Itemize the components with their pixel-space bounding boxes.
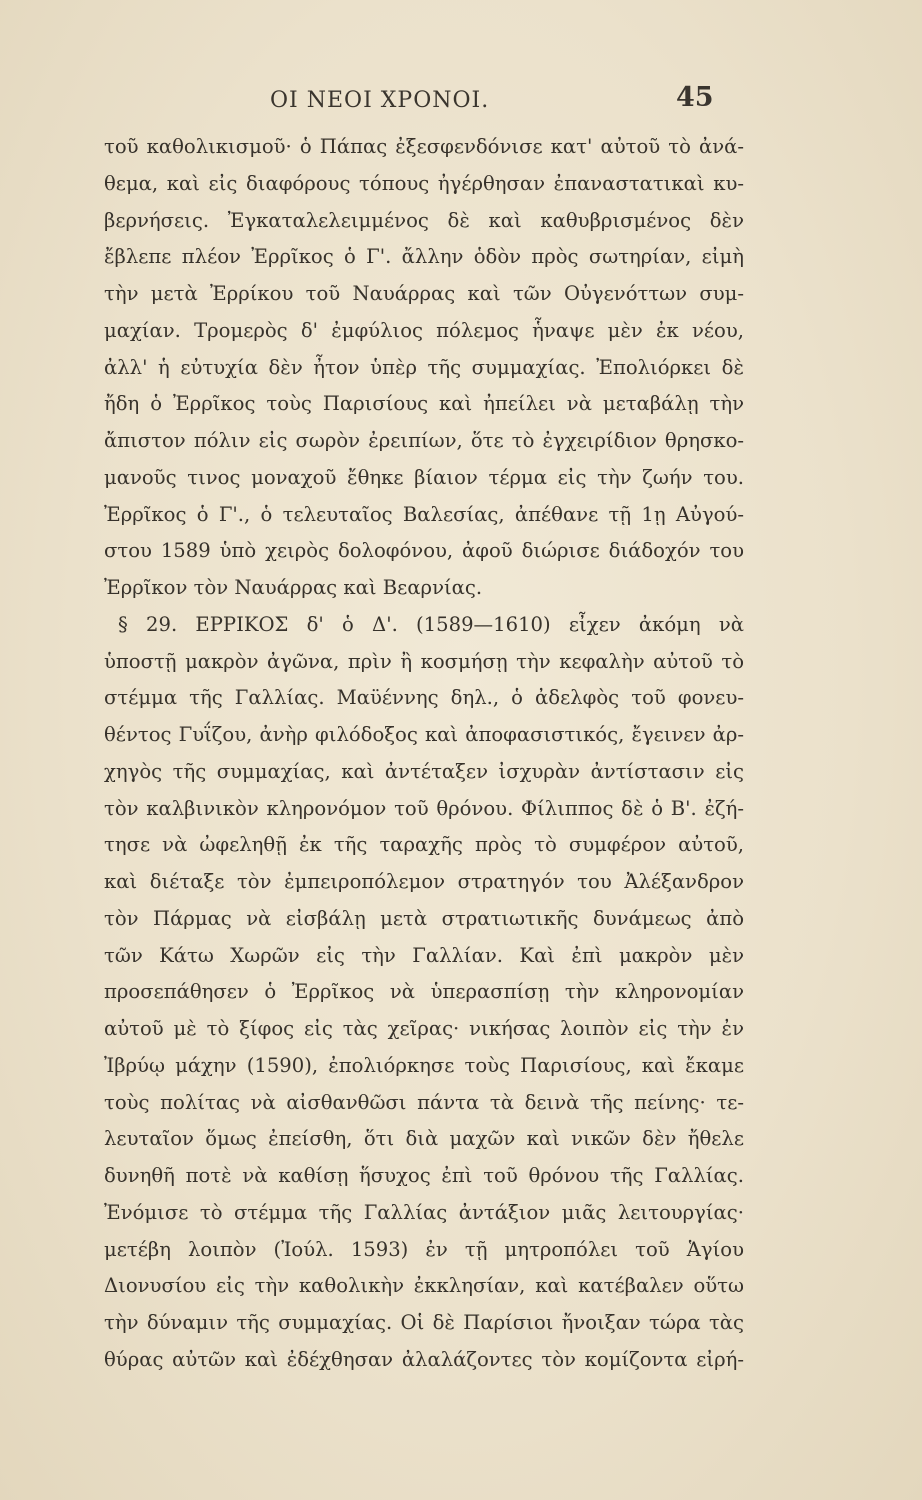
text-line: στέμμα τῆς Γαλλίας. Μαϋέννης δηλ., ὁ ἀδελφὸς τοῦ φονευ- — [104, 686, 744, 710]
text-line: τὴν δύναμιν τῆς συμμαχίας. Οἱ δὲ Παρίσιοι ἤνοιξαν τώρα τὰς — [104, 1311, 744, 1334]
text-line: Ἐρρῖκος ὁ Γ'., ὁ τελευταῖος Βαλεσίας, ἀπέθανε τῇ 1ῃ Αὐγού- — [104, 502, 744, 526]
text-line: στου 1589 ὑπὸ χειρὸς δολοφόνου, ἀφοῦ διώρισε διάδοχόν του — [104, 539, 744, 563]
text-line: αὐτοῦ μὲ τὸ ξίφος εἰς τὰς χεῖρας· νικήσας λοιπὸν εἰς τὴν ἐν — [104, 1017, 744, 1040]
text-line: Ἐνόμισε τὸ στέμμα τῆς Γαλλίας ἀντάξιον μιᾶς λειτουργίας· — [104, 1200, 744, 1224]
text-line: μαχίαν. Τρομερὸς δ' ἐμφύλιος πόλεμος ἧναψε μὲν ἐκ νέου, — [104, 318, 744, 342]
text-line: ἄπιστον πόλιν εἰς σωρὸν ἐρειπίων, ὅτε τὸ ἐγχειρίδιον θρησκο- — [104, 429, 744, 452]
text-line: ἤδη ὁ Ἐρρῖκος τοὺς Παρισίους καὶ ἠπείλει νὰ μεταβάλῃ τὴν — [104, 392, 744, 416]
page-header — [0, 82, 922, 124]
section-heading-line: § 29. ΕΡΡΙΚΟΣ δ' ὁ Δ'. (1589—1610) εἶχεν ἀκόμη νὰ — [118, 612, 744, 636]
running-head: ΟΙ ΝΕΟΙ ΧΡΟΝΟΙ. — [270, 88, 490, 113]
text-line: δυνηθῆ ποτὲ νὰ καθίσῃ ἥσυχος ἐπὶ τοῦ θρόνου τῆς Γαλλίας. — [104, 1164, 744, 1187]
text-line: ἀλλ' ἡ εὐτυχία δὲν ἦτον ὑπὲρ τῆς συμμαχίας. Ἐπολιόρκει δὲ — [104, 355, 744, 379]
page-number: 45 — [676, 82, 714, 113]
text-line: μετέβη λοιπὸν (Ἰούλ. 1593) ἐν τῇ μητροπόλει τοῦ Ἁγίου — [104, 1237, 744, 1261]
text-line: θύρας αὐτῶν καὶ ἐδέχθησαν ἀλαλάζοντες τὸν κομίζοντα εἰρή- — [104, 1347, 744, 1371]
text-line: θεμα, καὶ εἰς διαφόρους τόπους ἠγέρθησαν ἐπαναστατικαὶ κυ- — [104, 171, 744, 195]
text-line: τὸν Πάρμας νὰ εἰσβάλῃ μετὰ στρατιωτικῆς δυνάμεως ἀπὸ — [104, 906, 744, 930]
text-line: προσεπάθησεν ὁ Ἐρρῖκος νὰ ὑπερασπίσῃ τὴν κληρονομίαν — [104, 980, 744, 1004]
text-line: Ἰβρύῳ μάχην (1590), ἐπολιόρκησε τοὺς Παρισίους, καὶ ἔκαμε — [104, 1053, 744, 1077]
text-line: ὑποστῇ μακρὸν ἀγῶνα, πρὶν ἢ κοσμήσῃ τὴν κεφαλὴν αὐτοῦ τὸ — [104, 649, 744, 673]
text-line: τὴν μετὰ Ἐρρίκου τοῦ Ναυάρρας καὶ τῶν Οὐγενόττων συμ- — [104, 282, 744, 305]
text-line: τοὺς πολίτας νὰ αἰσθανθῶσι πάντα τὰ δεινὰ τῆς πείνης· τε- — [104, 1090, 744, 1114]
text-line: χηγὸς τῆς συμμαχίας, καὶ ἀντέταξεν ἰσχυρὰν ἀντίστασιν εἰς — [104, 759, 744, 783]
text-line: τοῦ καθολικισμοῦ· ὁ Πάπας ἐξεσφενδόνισε κατ' αὐτοῦ τὸ ἀνά- — [104, 135, 744, 158]
text-line: μανοῦς τινος μοναχοῦ ἔθηκε βίαιον τέρμα εἰς τὴν ζωήν του. — [104, 465, 744, 489]
text-line: βερνήσεις. Ἐγκαταλελειμμένος δὲ καὶ καθυβρισμένος δὲν — [104, 208, 744, 232]
text-line: τὸν καλβινικὸν κληρονόμον τοῦ θρόνου. Φίλιππος δὲ ὁ Β'. ἐζή- — [104, 796, 744, 820]
text-line: τῶν Κάτω Χωρῶν εἰς τὴν Γαλλίαν. Καὶ ἐπὶ μακρὸν μὲν — [104, 943, 744, 967]
text-line: Διονυσίου εἰς τὴν καθολικὴν ἐκκλησίαν, καὶ κατέβαλεν οὕτω — [104, 1274, 744, 1298]
text-line: ἔβλεπε πλέον Ἐρρῖκος ὁ Γ'. ἄλλην ὁδὸν πρὸς σωτηρίαν, εἰμὴ — [104, 245, 744, 269]
text-line: καὶ διέταξε τὸν ἐμπειροπόλεμον στρατηγόν του Ἀλέξανδρον — [104, 870, 744, 893]
paragraph-end-line: Ἐρρῖκον τὸν Ναυάρρας καὶ Βεαρνίας. — [104, 576, 483, 599]
body-text — [104, 129, 744, 1379]
text-line: τησε νὰ ὠφεληθῇ ἐκ τῆς ταραχῆς πρὸς τὸ συμφέρον αὐτοῦ, — [104, 833, 744, 857]
text-line: λευταῖον ὅμως ἐπείσθη, ὅτι διὰ μαχῶν καὶ νικῶν δὲν ἤθελε — [104, 1127, 744, 1151]
text-line: θέντος Γυΐζου, ἀνὴρ φιλόδοξος καὶ ἀποφασιστικός, ἔγεινεν ἀρ- — [104, 723, 744, 746]
